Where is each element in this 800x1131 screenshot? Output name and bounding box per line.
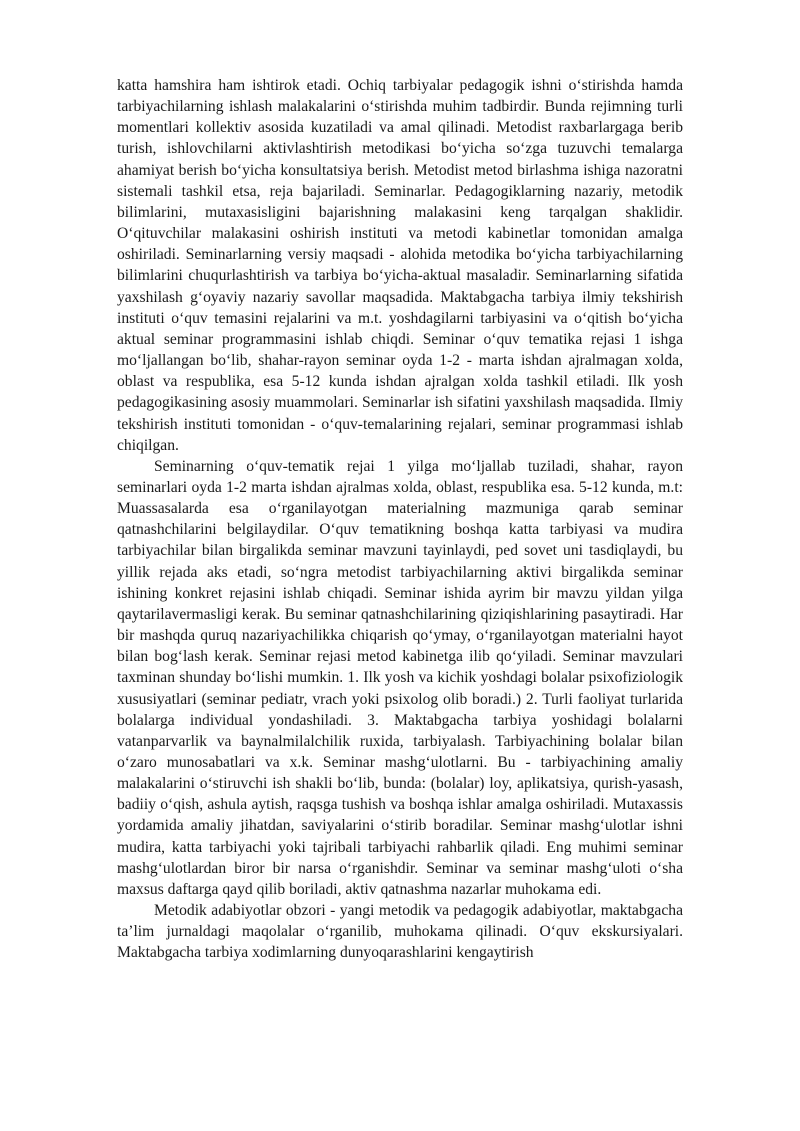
paragraph-1: katta hamshira ham ishtirok etadi. Ochiq tarbiyalar pedagogik ishni oʻstirishda hamda tarbiyachilarning ishlash malakalarini oʻstirishda muhim tadbirdir. Bunda rejimning turli momentlari kollektiv asosida kuzatiladi va amal qilinadi. Metodist raxbarlargaga berib turish, ishlovchilarni aktivlashtirish metodikasi boʻyicha soʻzga tuzuvchi temalarga ahamiyat berish boʻyicha konsultatsiya berish. Metodist metod birlashma ishiga nazoratni sistemali tashkil etsa, reja bajariladi. Seminarlar. Pedagogiklarning nazariy, metodik bilimlarini, mutaxasisligini bajarishning malakasini keng tarqalgan shaklidir. Oʻqituvchilar malakasini oshirish instituti va metodi kabinetlar tomonidan amalga oshiriladi. Seminarlarning versiy maqsadi - alohida metodika boʻyicha tarbiyachilarning bilimlarini chuqurlashtirish va tarbiya boʻyicha-aktual masaladir. Seminarlarning sifatida yaxshilash gʻoyaviy nazariy savollar maqsadida. Maktabgacha tarbiya ilmiy tekshirish instituti oʻquv temasini rejalarini va m.t. yoshdagilarni tarbiyasini va oʻqitish boʻyicha aktual seminar programmasini ishlab chiqdi. Seminar oʻquv tematika rejasi 1 ishga moʻljallangan boʻlib, shahar-rayon seminar oyda 1-2 - marta ishdan ajralmagan xolda, oblast va respublika, esa 5-12 kunda ishdan ajralgan xolda tashkil etiladi. Ilk yosh pedagogikasining asosiy muammolari. Seminarlar ish sifatini yaxshilash maqsadida. Ilmiy tekshirish instituti tomonidan - oʻquv-temalarining rejalari, seminar programmasi ishlab chiqilgan.: [117, 77, 683, 454]
paragraph-2: Seminarning oʻquv-tematik rejai 1 yilga moʻljallab tuziladi, shahar, rayon seminarlari oyda 1-2 marta ishdan ajralmas xolda, oblast, respublika esa. 5-12 kunda, m.t: Muassasalarda esa oʻrganilayotgan materialning mazmuniga qarab seminar qatnashchilarini belgilaydilar. Oʻquv tematikning boshqa katta tarbiyasi va mudira tarbiyachilar bilan birgalikda seminar mavzuni tayinlaydi, ped sovet uni tasdiqlaydi, bu yillik rejada aks etadi, soʻngra metodist tarbiyachilarning aktivi birgalikda seminar ishining konkret rejasini ishlab chiqadi. Seminar ishida ayrim bir mavzu yildan yilga qaytarilavermasligi kerak. Bu seminar qatnashchilarining qiziqishlarining pasaytiradi. Har bir mashqda quruq nazariyachilikka chiqarish qoʻymay, oʻrganilayotgan materialni hayot bilan bogʻlash kerak. Seminar rejasi metod kabinetga ilib qoʻyiladi. Seminar mavzulari taxminan shunday boʻlishi mumkin. 1. Ilk yosh va kichik yoshdagi bolalar psixofiziologik xususiyatlari (seminar pediatr, vrach yoki psixolog olib boradi.) 2. Turli faoliyat turlarida bolalarga individual yondashiladi. 3. Maktabgacha tarbiya yoshidagi bolalarni vatanparvarlik va baynalmilalchilik ruxida, tarbiyalash. Tarbiyachining bolalar bilan oʻzaro munosabatlari va x.k. Seminar mashgʻulotlarni. Bu - tarbiyachining amaliy malakalarini oʻstiruvchi ish shakli boʻlib, bunda: (bolalar) loy, aplikatsiya, qurish-yasash, badiiy oʻqish, ashula aytish, raqsga tushish va boshqa ishlar amalga oshiriladi. Mutaxassis yordamida amaliy jihatdan, saviyalarini oʻstirib boradilar. Seminar mashgʻulotlar ishni mudira, katta tarbiyachi yoki tajribali tarbiyachi rahbarlik qiladi. Eng muhimi seminar mashgʻulotlardan biror bir narsa oʻrganishdir. Seminar va seminar mashgʻuloti oʻsha maxsus daftarga qayd qilib boriladi, aktiv qatnashma nazarlar muhokama edi.: [117, 457, 683, 898]
paragraph-3: Metodik adabiyotlar obzori - yangi metodik va pedagogik adabiyotlar, maktabgacha ta’lim jurnaldagi maqolalar oʻrganilib, muhokama qilinadi. Oʻquv ekskursiyalari. Maktabgacha tarbiya xodimlarning dunyoqarashlarini kengaytirish: [117, 902, 683, 962]
document-body: [117, 75, 683, 964]
